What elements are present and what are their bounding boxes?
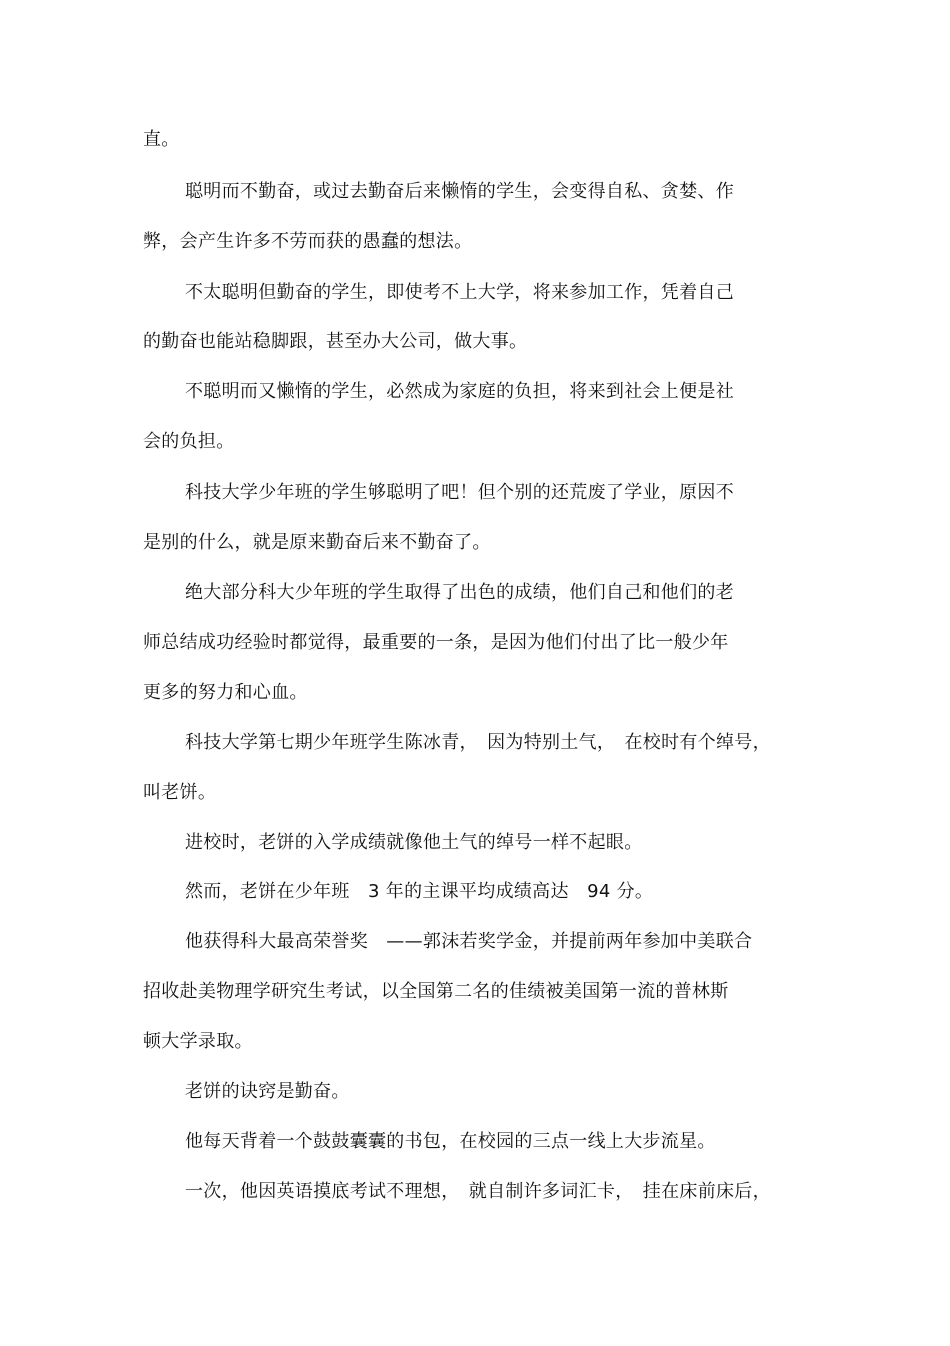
text-line: 科技大学少年班的学生够聪明了吧！但个别的还荒废了学业，原因不 (185, 482, 734, 503)
text-line: 然而，老饼在少年班 3 年的主课平均成绩高达 94 分。 (185, 881, 654, 902)
text-line: 不聪明而又懒惰的学生，必然成为家庭的负担，将来到社会上便是社 (185, 381, 734, 402)
text-line: 进校时，老饼的入学成绩就像他土气的绰号一样不起眼。 (185, 832, 643, 853)
text-line: 老饼的诀窍是勤奋。 (185, 1081, 350, 1102)
text-line: 师总结成功经验时都觉得，最重要的一条，是因为他们付出了比一般少年 (143, 632, 729, 653)
text-line: 顿大学录取。 (143, 1031, 253, 1052)
text-line: 更多的努力和心血。 (143, 682, 308, 703)
text-line: 不太聪明但勤奋的学生，即使考不上大学，将来参加工作，凭着自己 (185, 282, 734, 303)
text-line: 招收赴美物理学研究生考试，以全国第二名的佳绩被美国第一流的普林斯 (143, 981, 729, 1002)
text-line: 他每天背着一个鼓鼓囊囊的书包，在校园的三点一线上大步流星。 (185, 1131, 716, 1152)
text-line: 一次，他因英语摸底考试不理想， 就自制许多词汇卡， 挂在床前床后， (185, 1181, 771, 1202)
text-line: 是别的什么，就是原来勤奋后来不勤奋了。 (143, 532, 491, 553)
text-line: 聪明而不勤奋，或过去勤奋后来懒惰的学生，会变得自私、贪婪、作 (185, 181, 734, 202)
text-line: 弊，会产生许多不劳而获的愚蠢的想法。 (143, 231, 473, 252)
text-line: 直。 (143, 129, 180, 150)
text-line: 科技大学第七期少年班学生陈冰青， 因为特别土气， 在校时有个绰号， (185, 732, 771, 753)
text-line: 会的负担。 (143, 431, 235, 452)
text-line: 叫老饼。 (143, 782, 217, 803)
text-line: 的勤奋也能站稳脚跟，甚至办大公司，做大事。 (143, 331, 528, 352)
text-line: 绝大部分科大少年班的学生取得了出色的成绩，他们自己和他们的老 (185, 582, 734, 603)
text-line: 他获得科大最高荣誉奖 ——郭沫若奖学金，并提前两年参加中美联合 (185, 931, 753, 952)
